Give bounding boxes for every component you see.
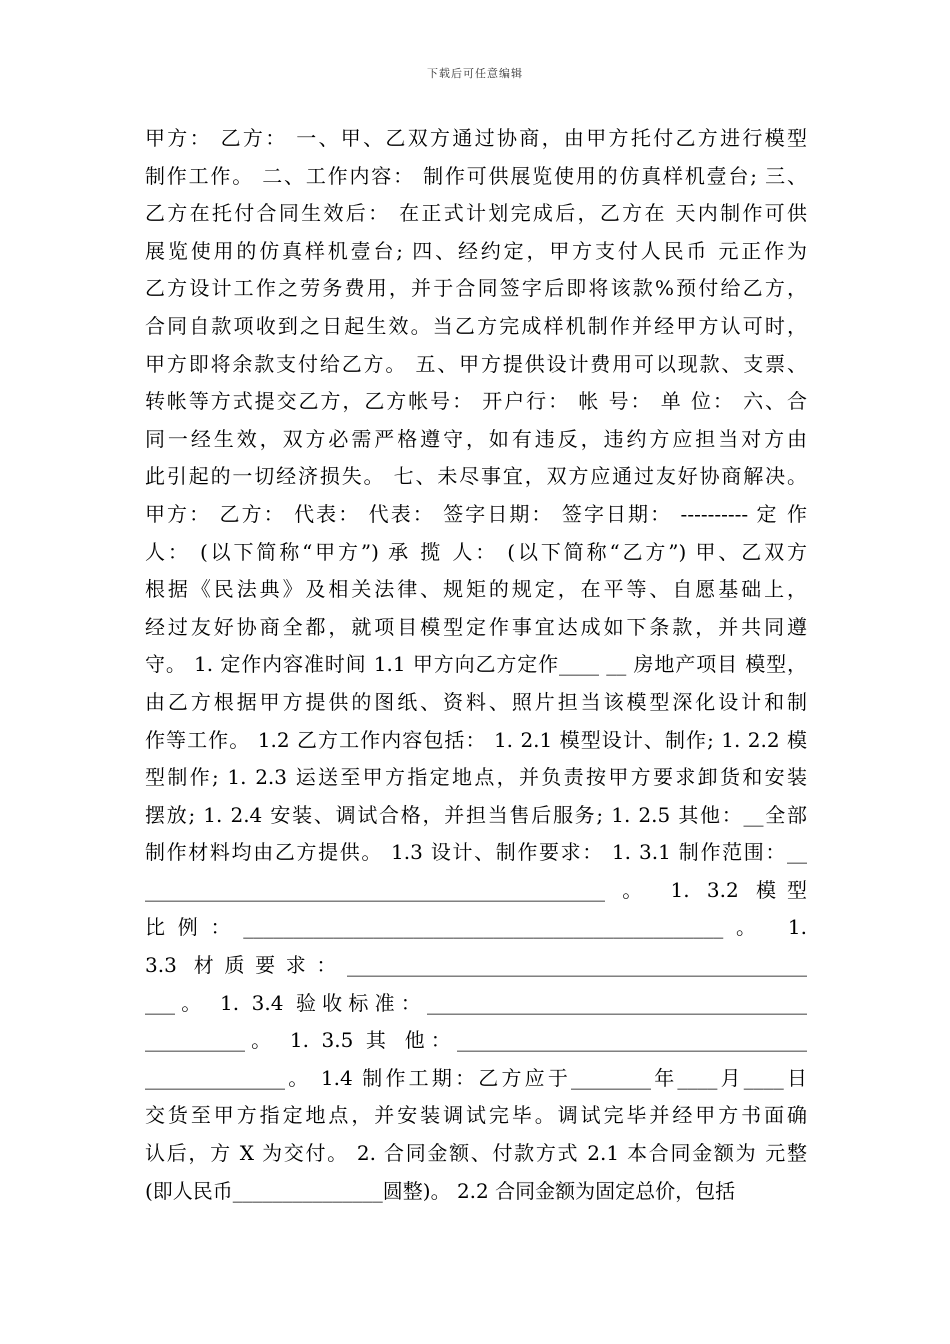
text-line: 经过友好协商全都，就项目模型定作事宜达成如下条款，并共同遵	[145, 614, 807, 639]
text-line: (即人民币_______________圆整)。 2.2 合同金额为固定总价，包括	[145, 1178, 736, 1203]
text-line: 乙方设计工作之劳务费用，并于合同签字后即将该款%预付给乙方，	[145, 276, 807, 301]
text-line: 根据《民法典》及相关法律、规矩的规定，在平等、自愿基础上，	[145, 577, 807, 602]
text-line: 3.3 材质要求：______________________________________________	[145, 953, 807, 978]
text-line: 甲方： 乙方： 一、甲、乙双方通过协商，由甲方托付乙方进行模型	[145, 126, 807, 150]
text-line: 合同自款项收到之日起生效。当乙方完成样机制作并经甲方认可时，	[145, 313, 807, 338]
text-line: 由乙方根据甲方提供的图纸、资料、照片担当该模型深化设计和制	[145, 689, 807, 714]
text-line: 同一经生效，双方必需严格遵守，如有违反，违约方应担当对方由	[145, 426, 807, 451]
text-line: 制作工作。 二、工作内容： 制作可供展览使用的仿真样机壹台; 三、	[145, 163, 807, 188]
text-line: 人： (以下简称“甲方”) 承 揽 人： (以下简称“乙方”) 甲、乙双方	[145, 539, 807, 564]
text-line: 交货至甲方指定地点，并安装调试完毕。调试完毕并经甲方书面确	[145, 1103, 807, 1128]
text-line: 制作材料均由乙方提供。 1.3 设计、制作要求： 1. 3.1 制作范围：__	[145, 840, 807, 865]
text-line: 比例：________________________________________________。 1.	[145, 915, 807, 940]
text-line: ______________________________________________ 。 1. 3.2 模型	[145, 877, 807, 902]
text-line: 摆放; 1. 2.4 安装、调试合格，并担当售后服务; 1. 2.5 其他：__全部	[145, 802, 807, 827]
text-line: 作等工作。 1.2 乙方工作内容包括： 1. 2.1 模型设计、制作; 1. 2.2 模	[145, 727, 807, 752]
text-line: 此引起的一切经济损失。 七、未尽事宜，双方应通过友好协商解决。	[145, 464, 807, 489]
text-line: 甲方即将余款支付给乙方。 五、甲方提供设计费用可以现款、支票、	[145, 351, 807, 376]
text-line: ______________。 1.4 制作工期：乙方应于________年____月____日	[145, 1065, 807, 1090]
text-line: 乙方在托付合同生效后： 在正式计划完成后，乙方在 天内制作可供	[145, 201, 807, 226]
page-header: 下载后可任意编辑	[427, 67, 523, 80]
text-line: 守。 1. 定作内容准时间 1.1 甲方向乙方定作____ __ 房地产项目 模型，	[145, 652, 807, 677]
text-line: __________。 1. 3.5 其 他：___________________________________	[145, 1028, 807, 1053]
text-line: 型制作; 1. 2.3 运送至甲方指定地点，并负责按甲方要求卸货和安装	[145, 765, 807, 790]
text-line: 转帐等方式提交乙方，乙方帐号： 开户行： 帐 号： 单 位： 六、合	[145, 389, 807, 414]
contract-body	[145, 120, 807, 1210]
text-line: 认后，方 X 为交付。 2. 合同金额、付款方式 2.1 本合同金额为 元整	[145, 1141, 807, 1166]
text-line: 展览使用的仿真样机壹台; 四、经约定，甲方支付人民币 元正作为	[145, 238, 807, 263]
text-line: 甲方： 乙方： 代表： 代表： 签字日期： 签字日期： ---------- 定 作	[145, 501, 807, 526]
text-line: ___。 1. 3.4 验收标准：______________________________________	[145, 990, 807, 1015]
